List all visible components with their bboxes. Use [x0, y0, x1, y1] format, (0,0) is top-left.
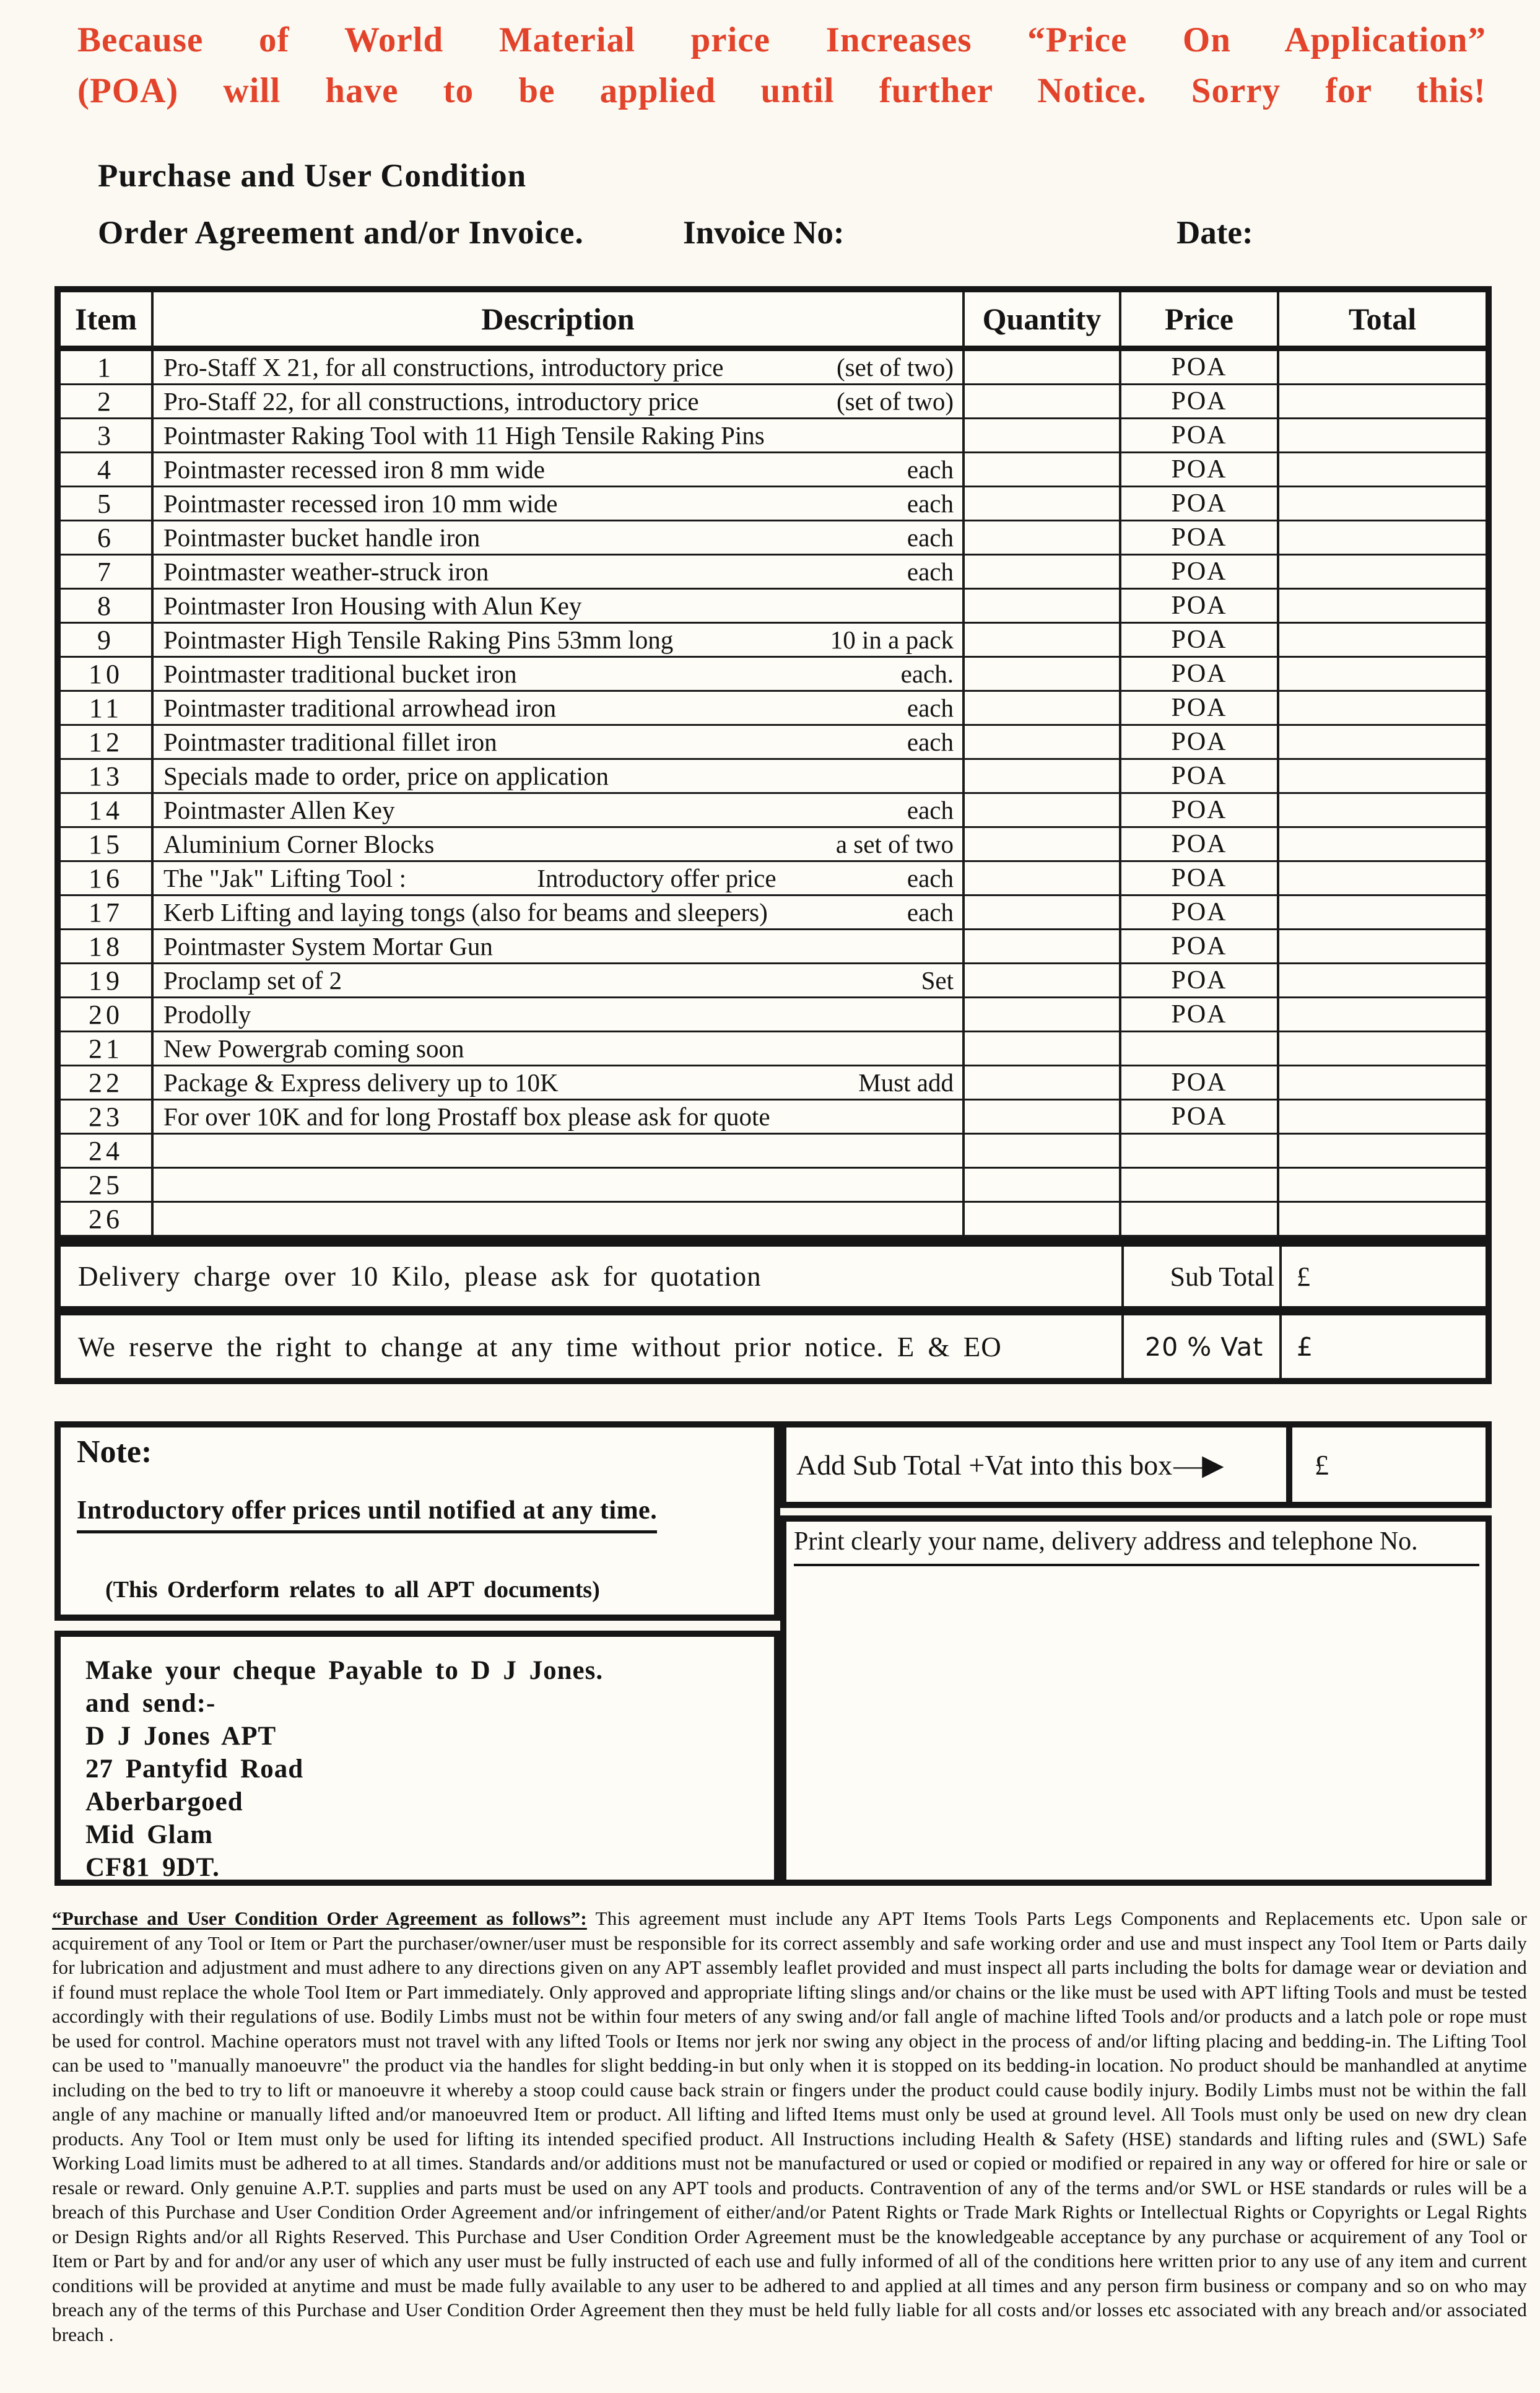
quantity-cell[interactable]: [965, 487, 1121, 521]
description-desc: Pointmaster recessed iron 10 mm wide: [163, 489, 558, 518]
grand-total-currency: £: [1315, 1449, 1329, 1481]
item-number-cell: [61, 658, 154, 692]
quantity-cell[interactable]: [965, 1066, 1121, 1101]
quantity-cell[interactable]: [965, 726, 1121, 760]
item-number-cell: [61, 964, 154, 998]
description-cell: [154, 1066, 965, 1101]
price-cell: [1121, 658, 1279, 692]
description-cell: [154, 556, 965, 590]
terms-body-text: This agreement must include any APT Items Tools Parts Legs Components and Replacements etc. Upon sale or acquirement of any Tool or Item or Part the purchaser/owner/user must be responsible for its correct assembly and safe working order and use and must inspect any Tool Item or Parts daily for lubrication and adjustment and must adhere to any directions given on any APT assembly leaflet provided and must inspect all parts including the bolts for damage wear or deviation and if found must replace the whole Tool Item or Part immediately. Only approved and appropriate lifting slings and/or chains or the like must be used with APT lifting Tools and must be tested accordingly with their regulations of use. Bodily Limbs must not be within four meters of any swing and/or fall angle of machine lifted Tools and/or products and a latch pole or rope must be used for control. Machine operators must not travel with any lifted Tools or Items nor jerk nor swing any object in the process of and/or lifting placing and bedding-in. The Lifting Tool can be used to "manually manoeuvre" the product via the handles for slight bedding-in but only when it is stopped on its bedding-in location. No product should be manhandled at anytime including on the bed to try to lift or manoeuvre it whereby a stoop could cause back strain or fingers under the product could cause bodily injury. Bodily Limbs must not be within the fall angle of any machine or manually lifted and/or manoeuvred Item or product. All lifting and lifted Items must only be used at ground level. All Tools must only be used on new dry clean products. Any Tool or Item must only be used for lifting its intended specified product. All Instructions including Health & Safety (HSE) standards and lifting rules and (SWL) Safe Working Load limits must be adhered to at all times. Standards and/or additions must not be manufactured or used or copied or modified or repaired in any way or offered for hire or sale or resale or reward. Only genuine A.P.T. supplies and parts must be used on any APT tools and products. Contravention of any of the terms and/or SWL or HSE standards or rules will be a breach of this Purchase and User Condition Order Agreement and/or infringement of either/and/or Patent Rights or Trade Mark Rights or Intellectual Rights or Copyrights or Legal Rights or Design Rights and/or all Rights Reserved. This Purchase and User Condition Order Agreement must be the knowledgeable acceptance by any purchase or acquirement of any Tool or Item or Part by and for and/or any user of which any user must be fully instructed of each use and fully informed of all of the conditions here written prior to any use of any item and current conditions will be provided at anytime and must be made fully available to any user to be adhered to and applied at all times and any person firm business or company and so on who may breach any of the terms of this Purchase and User Condition Order Agreement then they must be held fully liable for all costs and/or losses etc associated with any breach and/or associated breach .: [52, 1907, 1527, 2345]
description-cell: [154, 419, 965, 453]
description-desc: Pointmaster Iron Housing with Alun Key: [163, 591, 582, 620]
items-table: [54, 286, 1492, 1243]
price-value: POA: [1171, 762, 1227, 790]
vat-amount-cell[interactable]: [1282, 1315, 1486, 1378]
column-header-price: Price: [1121, 292, 1279, 351]
quantity-cell[interactable]: [965, 794, 1121, 828]
price-cell: [1121, 794, 1279, 828]
total-cell[interactable]: [1279, 590, 1486, 624]
description-desc: Pointmaster recessed iron 8 mm wide: [163, 455, 546, 484]
description-cell: [154, 794, 965, 828]
description-cell: [154, 964, 965, 998]
price-cell: [1121, 521, 1279, 556]
quantity-cell[interactable]: [965, 624, 1121, 658]
invoice-no-label: Invoice No:: [683, 215, 845, 251]
description-unit: 10 in a pack: [830, 625, 954, 654]
grand-total-row: [780, 1421, 1492, 1508]
description-unit: each: [907, 796, 954, 824]
description-unit: each: [907, 489, 954, 518]
item-number-cell: [61, 998, 154, 1032]
price-cell: [1121, 1135, 1279, 1169]
item-number-cell: [61, 930, 154, 964]
description-desc: Pro-Staff 22, for all constructions, introductory price: [163, 387, 699, 416]
quantity-cell[interactable]: [965, 658, 1121, 692]
description-cell: [154, 521, 965, 556]
terms-and-conditions: [52, 1906, 1527, 2347]
quantity-cell[interactable]: [965, 998, 1121, 1032]
description-unit: (set of two): [836, 353, 954, 381]
price-cell: [1121, 624, 1279, 658]
total-cell[interactable]: [1279, 419, 1486, 453]
column-header-description: Description: [154, 292, 965, 351]
item-number: 6: [97, 522, 115, 553]
total-cell[interactable]: [1279, 862, 1486, 896]
price-cell: [1121, 1203, 1279, 1237]
description-cell: [154, 692, 965, 726]
item-number: 17: [89, 897, 123, 928]
item-number: 23: [89, 1101, 123, 1132]
total-cell[interactable]: [1279, 521, 1486, 556]
price-value: POA: [1171, 728, 1227, 756]
total-cell[interactable]: [1279, 351, 1486, 385]
total-cell[interactable]: [1279, 794, 1486, 828]
payment-line: 27 Pantyfid Road: [85, 1754, 304, 1784]
total-cell[interactable]: [1279, 998, 1486, 1032]
item-number-cell: [61, 1203, 154, 1237]
description-unit: each: [907, 864, 954, 892]
description-desc: Prodolly: [163, 1000, 251, 1029]
price-value: POA: [1171, 864, 1227, 892]
price-cell: [1121, 862, 1279, 896]
price-value: POA: [1171, 591, 1227, 620]
description-desc: Pointmaster weather-struck iron: [163, 557, 489, 586]
price-value: POA: [1171, 694, 1227, 722]
total-cell[interactable]: [1279, 760, 1486, 794]
total-cell[interactable]: [1279, 726, 1486, 760]
item-number: 5: [97, 488, 115, 519]
grand-total-label: Add Sub Total +Vat into this box: [796, 1449, 1173, 1481]
item-number-cell: [61, 828, 154, 862]
quantity-cell[interactable]: [965, 385, 1121, 419]
item-number: 3: [97, 420, 115, 451]
price-value: POA: [1171, 1000, 1227, 1029]
item-number-cell: [61, 419, 154, 453]
item-number: 8: [97, 590, 115, 621]
price-value: POA: [1171, 966, 1227, 995]
price-cell: [1121, 351, 1279, 385]
item-number-cell: [61, 1066, 154, 1101]
price-cell: [1121, 828, 1279, 862]
description-mid: Introductory offer price: [537, 864, 777, 892]
right-arrow-icon: —▶: [1173, 1449, 1224, 1481]
orderform-relates-note: (This Orderform relates to all APT documents): [105, 1577, 600, 1603]
description-cell: [154, 896, 965, 930]
price-cell: [1121, 964, 1279, 998]
price-cell: [1121, 419, 1279, 453]
description-desc: Aluminium Corner Blocks: [163, 830, 435, 858]
quantity-cell[interactable]: [965, 1032, 1121, 1066]
quantity-cell[interactable]: [965, 556, 1121, 590]
column-header-quantity: Quantity: [965, 292, 1121, 351]
description-unit: each: [907, 557, 954, 586]
quantity-cell[interactable]: [965, 930, 1121, 964]
total-cell[interactable]: [1279, 1032, 1486, 1066]
description-desc: Pointmaster traditional fillet iron: [163, 728, 497, 756]
description-cell: [154, 590, 965, 624]
page-title-line-1: Purchase and User Condition: [98, 158, 527, 194]
item-number-cell: [61, 1101, 154, 1135]
item-number: 22: [89, 1067, 123, 1098]
quantity-cell[interactable]: [965, 1101, 1121, 1135]
rights-reserved-note: We reserve the right to change at any time without prior notice. E & EO: [61, 1315, 1124, 1378]
poa-notice-line-2: (POA) will have to be applied until further Notice. Sorry for this!: [77, 71, 1486, 110]
item-number-cell: [61, 760, 154, 794]
quantity-cell[interactable]: [965, 521, 1121, 556]
description-cell: [154, 1169, 965, 1203]
item-number: 1: [97, 352, 115, 383]
item-number: 14: [89, 795, 123, 826]
description-desc: Proclamp set of 2: [163, 966, 342, 995]
description-desc: The "Jak" Lifting Tool :: [163, 864, 406, 892]
total-cell[interactable]: [1279, 964, 1486, 998]
quantity-cell[interactable]: [965, 1135, 1121, 1169]
total-cell[interactable]: [1279, 1135, 1486, 1169]
description-unit: a set of two: [835, 830, 954, 858]
description-unit: each: [907, 898, 954, 926]
item-number-cell: [61, 692, 154, 726]
item-number: 19: [89, 965, 123, 996]
description-cell: [154, 726, 965, 760]
description-desc: Pointmaster Allen Key: [163, 796, 395, 824]
total-cell[interactable]: [1279, 930, 1486, 964]
quantity-cell[interactable]: [965, 1169, 1121, 1203]
total-cell[interactable]: [1279, 896, 1486, 930]
print-clearly-label: Print clearly your name, delivery address and telephone No.: [794, 1527, 1479, 1566]
description-desc: For over 10K and for long Prostaff box please ask for quote: [163, 1102, 770, 1131]
item-number-cell: [61, 794, 154, 828]
item-number: 12: [89, 726, 123, 757]
item-number-cell: [61, 351, 154, 385]
description-desc: Pro-Staff X 21, for all constructions, introductory price: [163, 353, 724, 381]
item-number-cell: [61, 487, 154, 521]
quantity-cell[interactable]: [965, 351, 1121, 385]
payment-line: D J Jones APT: [85, 1722, 277, 1751]
quantity-cell[interactable]: [965, 453, 1121, 487]
note-box: [54, 1421, 780, 1621]
item-number-cell: [61, 590, 154, 624]
description-cell: [154, 487, 965, 521]
item-number-cell: [61, 521, 154, 556]
item-number-cell: [61, 385, 154, 419]
poa-notice-line-1: Because of World Material price Increases “Price On Application”: [77, 20, 1486, 59]
quantity-cell[interactable]: [965, 1203, 1121, 1237]
description-cell: [154, 453, 965, 487]
description-unit: each: [907, 694, 954, 722]
item-number: 11: [89, 692, 123, 723]
total-cell[interactable]: [1279, 828, 1486, 862]
description-desc: Package & Express delivery up to 10K: [163, 1068, 559, 1097]
payment-line: Make your cheque Payable to D J Jones.: [85, 1656, 604, 1685]
price-cell: [1121, 760, 1279, 794]
payment-address-box: [54, 1631, 780, 1886]
description-unit: Must add: [858, 1068, 954, 1097]
price-value: POA: [1171, 898, 1227, 926]
price-cell: [1121, 385, 1279, 419]
item-number: 24: [89, 1135, 123, 1166]
description-cell: [154, 1135, 965, 1169]
price-value: POA: [1171, 455, 1227, 484]
payment-line: and send:-: [85, 1689, 216, 1718]
price-cell: [1121, 1169, 1279, 1203]
price-value: POA: [1171, 660, 1227, 688]
total-cell[interactable]: [1279, 487, 1486, 521]
total-cell[interactable]: [1279, 453, 1486, 487]
item-number-cell: [61, 862, 154, 896]
price-cell: [1121, 998, 1279, 1032]
payment-line: CF81 9DT.: [85, 1853, 220, 1882]
description-cell: [154, 998, 965, 1032]
price-cell: [1121, 1032, 1279, 1066]
description-cell: [154, 385, 965, 419]
description-desc: Pointmaster bucket handle iron: [163, 523, 481, 552]
price-cell: [1121, 726, 1279, 760]
price-cell: [1121, 930, 1279, 964]
sub-total-label: Sub Total: [1124, 1247, 1282, 1306]
description-cell: [154, 658, 965, 692]
description-desc: Kerb Lifting and laying tongs (also for beams and sleepers): [163, 898, 768, 926]
description-cell: [154, 862, 965, 896]
total-cell[interactable]: [1279, 556, 1486, 590]
poa-notice-banner: [77, 15, 1486, 116]
description-cell: [154, 1203, 965, 1237]
price-cell: [1121, 1066, 1279, 1101]
description-desc: Pointmaster Raking Tool with 11 High Tensile Raking Pins: [163, 421, 765, 450]
description-cell: [154, 351, 965, 385]
total-cell[interactable]: [1279, 658, 1486, 692]
description-cell: [154, 930, 965, 964]
item-number: 4: [97, 454, 115, 485]
price-value: POA: [1171, 1068, 1227, 1097]
total-cell[interactable]: [1279, 692, 1486, 726]
price-cell: [1121, 896, 1279, 930]
item-number: 20: [89, 999, 123, 1030]
sub-total-amount-cell[interactable]: [1282, 1247, 1486, 1306]
vat-row: [54, 1312, 1492, 1384]
price-value: POA: [1171, 1102, 1227, 1131]
description-desc: Specials made to order, price on application: [163, 762, 609, 790]
description-cell: [154, 624, 965, 658]
description-cell: [154, 1032, 965, 1066]
description-unit: Set: [921, 966, 954, 995]
price-value: POA: [1171, 387, 1227, 416]
bottom-section: [54, 1421, 1492, 1886]
document-title-block: [98, 147, 1485, 261]
item-number-cell: [61, 453, 154, 487]
item-number: 25: [89, 1169, 123, 1200]
price-value: POA: [1171, 353, 1227, 381]
item-number: 7: [97, 556, 115, 587]
item-number: 2: [97, 386, 115, 417]
description-desc: Pointmaster System Mortar Gun: [163, 932, 493, 961]
order-items-section: [54, 286, 1492, 1384]
description-desc: Pointmaster traditional arrowhead iron: [163, 694, 557, 722]
price-value: POA: [1171, 932, 1227, 961]
price-value: POA: [1171, 421, 1227, 450]
item-number-cell: [61, 624, 154, 658]
item-number-cell: [61, 1032, 154, 1066]
quantity-cell[interactable]: [965, 419, 1121, 453]
description-desc: Pointmaster High Tensile Raking Pins 53mm long: [163, 625, 674, 654]
item-number-cell: [61, 896, 154, 930]
total-cell[interactable]: [1279, 1101, 1486, 1135]
item-number-cell: [61, 556, 154, 590]
item-number: 26: [89, 1203, 123, 1234]
description-unit: (set of two): [836, 387, 954, 416]
item-number: 21: [89, 1033, 123, 1064]
description-unit: each.: [900, 660, 954, 688]
item-number: 15: [89, 829, 123, 860]
delivery-charge-note: Delivery charge over 10 Kilo, please ask for quotation: [61, 1247, 1124, 1306]
quantity-cell[interactable]: [965, 828, 1121, 862]
price-value: POA: [1171, 625, 1227, 654]
quantity-cell[interactable]: [965, 862, 1121, 896]
sub-total-currency: £: [1297, 1261, 1310, 1292]
item-number-cell: [61, 1169, 154, 1203]
description-unit: each: [907, 455, 954, 484]
quantity-cell[interactable]: [965, 590, 1121, 624]
price-cell: [1121, 556, 1279, 590]
customer-details-box[interactable]: [780, 1515, 1492, 1886]
quantity-cell[interactable]: [965, 692, 1121, 726]
item-number: 10: [89, 658, 123, 689]
total-cell[interactable]: [1279, 624, 1486, 658]
item-number-cell: [61, 1135, 154, 1169]
description-desc: Pointmaster traditional bucket iron: [163, 660, 517, 688]
item-number: 13: [89, 761, 123, 791]
date-label: Date:: [1177, 215, 1253, 251]
payment-line: Aberbargoed: [85, 1787, 243, 1816]
item-number: 18: [89, 931, 123, 962]
price-cell: [1121, 590, 1279, 624]
price-value: POA: [1171, 557, 1227, 586]
price-value: POA: [1171, 796, 1227, 824]
vat-currency: £: [1297, 1332, 1313, 1362]
total-cell[interactable]: [1279, 1203, 1486, 1237]
description-cell: [154, 760, 965, 794]
column-header-total: Total: [1279, 292, 1486, 351]
price-value: POA: [1171, 830, 1227, 858]
grand-total-amount-cell[interactable]: [1286, 1428, 1486, 1502]
description-unit: each: [907, 728, 954, 756]
quantity-cell[interactable]: [965, 896, 1121, 930]
vat-label: 20 % Vat: [1124, 1315, 1282, 1378]
item-number-cell: [61, 726, 154, 760]
payment-line: Mid Glam: [85, 1820, 213, 1849]
page-title-line-2: Order Agreement and/or Invoice.: [98, 215, 584, 251]
sub-total-row: [54, 1243, 1492, 1312]
price-value: POA: [1171, 489, 1227, 518]
item-number: 9: [97, 624, 115, 655]
description-cell: [154, 1101, 965, 1135]
price-value: POA: [1171, 523, 1227, 552]
intro-offer-note: Introductory offer prices until notified at any time.: [77, 1496, 657, 1533]
description-desc: New Powergrab coming soon: [163, 1034, 464, 1063]
item-number: 16: [89, 863, 123, 894]
total-cell[interactable]: [1279, 1066, 1486, 1101]
description-unit: each: [907, 523, 954, 552]
terms-lead-phrase: “Purchase and User Condition Order Agreement as follows”:: [52, 1907, 587, 1929]
quantity-cell[interactable]: [965, 760, 1121, 794]
price-cell: [1121, 1101, 1279, 1135]
price-cell: [1121, 487, 1279, 521]
column-header-item: Item: [61, 292, 154, 351]
note-heading: Note:: [77, 1434, 152, 1470]
price-cell: [1121, 453, 1279, 487]
description-cell: [154, 828, 965, 862]
total-cell[interactable]: [1279, 385, 1486, 419]
price-cell: [1121, 692, 1279, 726]
quantity-cell[interactable]: [965, 964, 1121, 998]
total-cell[interactable]: [1279, 1169, 1486, 1203]
